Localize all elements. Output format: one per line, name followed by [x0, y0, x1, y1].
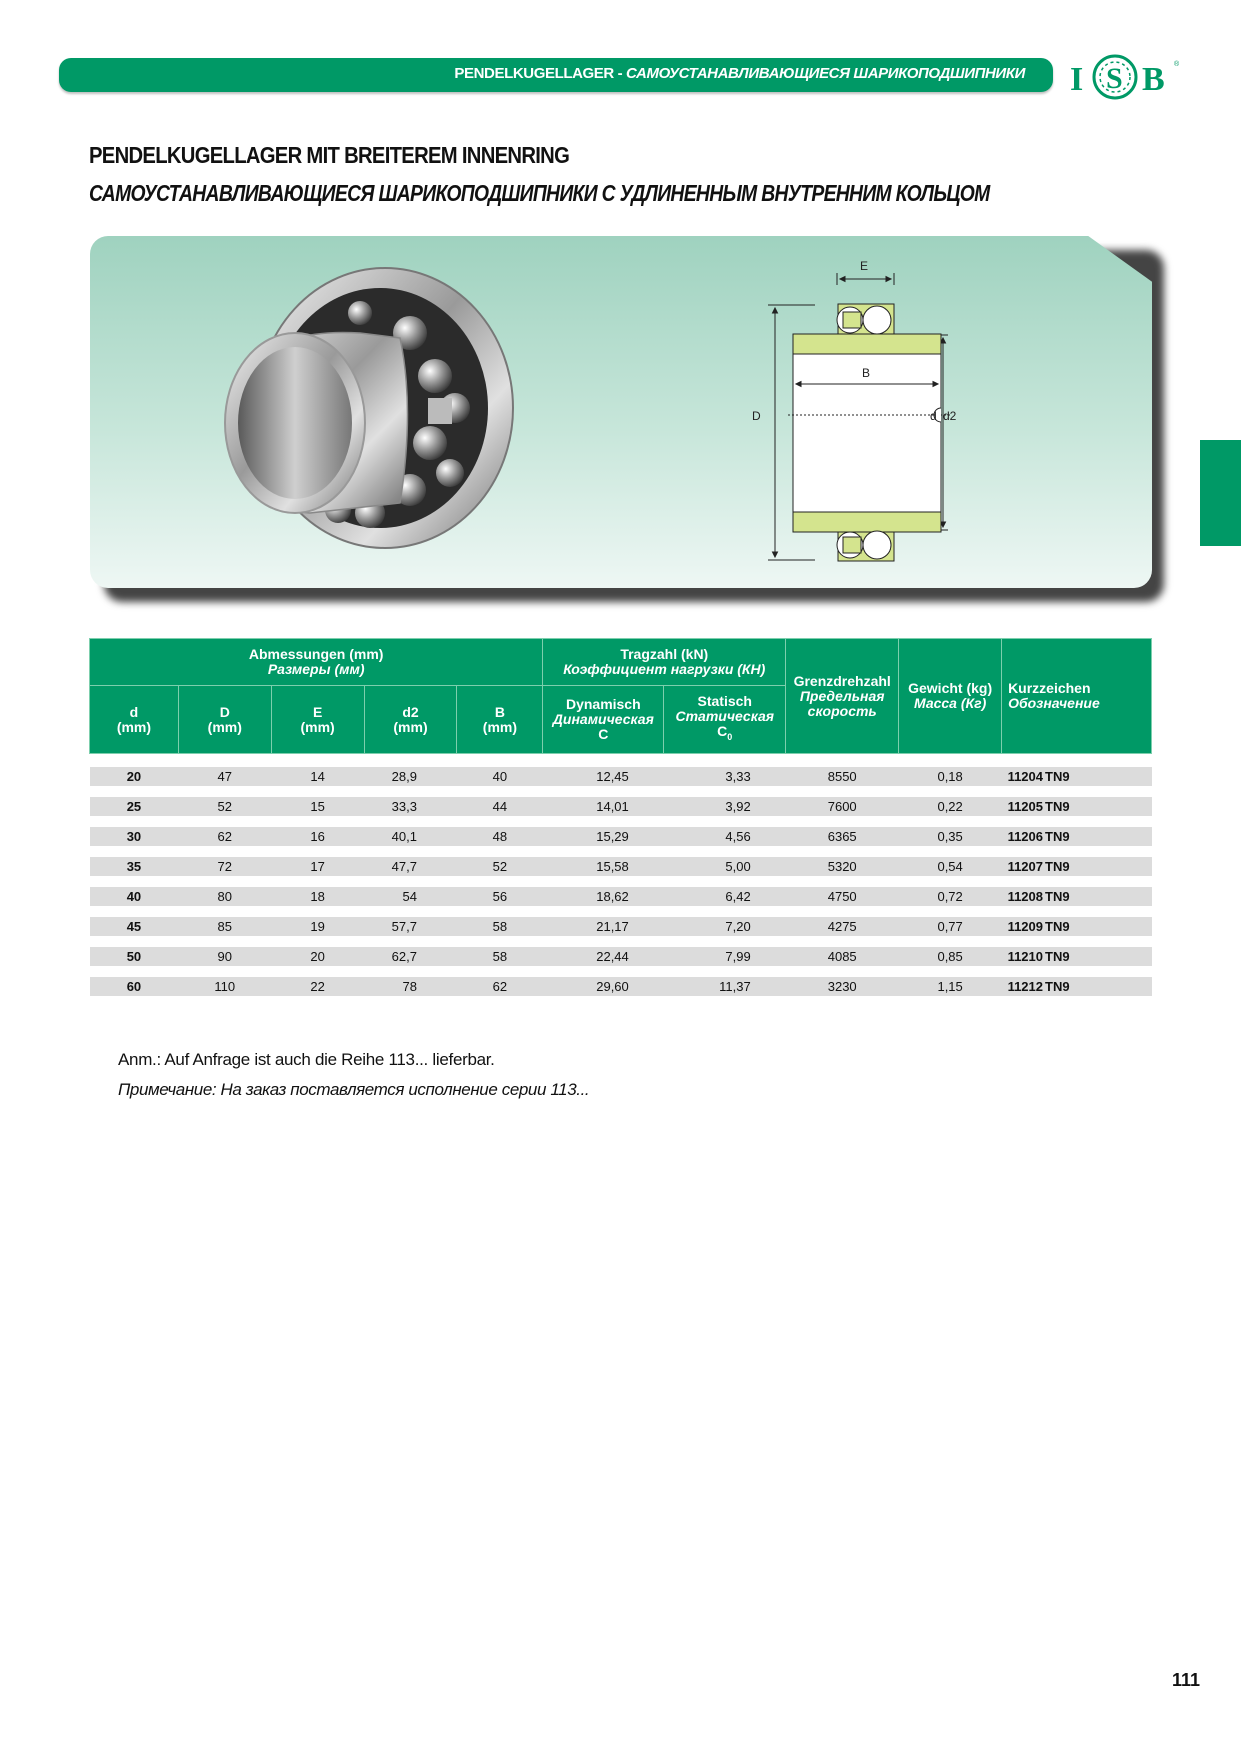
cell-designation: 11206 TN9 — [1002, 822, 1152, 852]
cell-d: 60 — [90, 972, 179, 1002]
cell-designation: 11209 TN9 — [1002, 912, 1152, 942]
logo-letter-i: I — [1070, 61, 1084, 98]
cell-B: 52 — [457, 852, 543, 882]
cell-D: 110 — [178, 972, 271, 1002]
chapter-tab — [1200, 440, 1241, 546]
cell-d: 45 — [90, 912, 179, 942]
table-row — [90, 822, 1152, 852]
cell-E: 15 — [271, 792, 364, 822]
cell-D: 80 — [178, 882, 271, 912]
cell-B: 40 — [457, 767, 543, 792]
logo-letter-s: S — [1106, 62, 1123, 95]
cell-d2: 62,7 — [364, 942, 457, 972]
table-row — [90, 792, 1152, 822]
cell-n: 8550 — [786, 767, 899, 792]
cell-designation: 11207 TN9 — [1002, 852, 1152, 882]
header-load-rating: Tragzahl (kN) Коэффициент нагрузки (КН) — [543, 639, 786, 686]
cell-kg: 0,72 — [899, 882, 1002, 912]
cell-n: 4750 — [786, 882, 899, 912]
table-row — [90, 912, 1152, 942]
cell-B: 58 — [457, 912, 543, 942]
cell-C: 15,29 — [543, 822, 664, 852]
cell-n: 5320 — [786, 852, 899, 882]
cell-kg: 0,35 — [899, 822, 1002, 852]
cell-C0: 7,20 — [664, 912, 786, 942]
cell-D: 62 — [178, 822, 271, 852]
cell-D: 47 — [178, 767, 271, 792]
cell-C0: 3,92 — [664, 792, 786, 822]
cell-d2: 40,1 — [364, 822, 457, 852]
cell-kg: 0,77 — [899, 912, 1002, 942]
cell-E: 14 — [271, 767, 364, 792]
cell-n: 6365 — [786, 822, 899, 852]
header-limiting-speed: Grenzdrehzahl Предельная скорость — [786, 639, 899, 754]
cell-C: 14,01 — [543, 792, 664, 822]
bearing-photo — [210, 258, 520, 558]
cell-d: 35 — [90, 852, 179, 882]
cell-E: 18 — [271, 882, 364, 912]
cell-C0: 5,00 — [664, 852, 786, 882]
note-de: Anm.: Auf Anfrage ist auch die Reihe 113... lieferbar. — [118, 1050, 495, 1069]
cell-d: 50 — [90, 942, 179, 972]
cell-n: 3230 — [786, 972, 899, 1002]
specification-table — [89, 638, 1152, 1007]
cell-D: 52 — [178, 792, 271, 822]
cell-D: 85 — [178, 912, 271, 942]
cell-kg: 1,15 — [899, 972, 1002, 1002]
cell-E: 16 — [271, 822, 364, 852]
page-title-ru: САМОУСТАНАВЛИВАЮЩИЕСЯ ШАРИКОПОДШИПНИКИ С УДЛИНЕННЫМ ВНУТРЕННИМ КОЛЬЦОМ — [89, 180, 990, 206]
bearing-cross-section-drawing — [740, 260, 1040, 570]
header-dimensions: Abmessungen (mm) Размеры (мм) — [90, 639, 543, 686]
cell-C: 18,62 — [543, 882, 664, 912]
inner-ring-bottom — [793, 512, 941, 532]
cell-D: 90 — [178, 942, 271, 972]
cell-kg: 0,22 — [899, 792, 1002, 822]
cell-d2: 57,7 — [364, 912, 457, 942]
cell-designation: 11205 TN9 — [1002, 792, 1152, 822]
label-B: B — [862, 366, 871, 380]
label-E: E — [860, 260, 869, 273]
header-col-E: E (mm) — [271, 686, 364, 754]
cell-C: 29,60 — [543, 972, 664, 1002]
cell-C: 12,45 — [543, 767, 664, 792]
page-title-de: PENDELKUGELLAGER MIT BREITEREM INNENRING — [89, 142, 570, 168]
header-col-D: D (mm) — [178, 686, 271, 754]
section-header-bar — [59, 58, 1053, 92]
cell-d2: 28,9 — [364, 767, 457, 792]
header-designation: Kurzzeichen Обозначение — [1002, 639, 1152, 754]
cell-C: 21,17 — [543, 912, 664, 942]
page-number: 111 — [1172, 1670, 1201, 1690]
label-D: D — [752, 409, 761, 423]
cell-d: 40 — [90, 882, 179, 912]
cell-d: 20 — [90, 767, 179, 792]
header-col-static: Statisch Статическая $C_0$ — [664, 686, 786, 754]
cell-designation: 11210 TN9 — [1002, 942, 1152, 972]
cell-n: 4085 — [786, 942, 899, 972]
section-header-title-de: PENDELKUGELLAGER - — [454, 65, 626, 82]
cell-C: 15,58 — [543, 852, 664, 882]
cell-D: 72 — [178, 852, 271, 882]
label-d2: d2 — [943, 409, 957, 423]
cell-kg: 0,85 — [899, 942, 1002, 972]
header-weight: Gewicht (kg) Масса (Кг) — [899, 639, 1002, 754]
section-header-title-ru: САМОУСТАНАВЛИВАЮЩИЕСЯ ШАРИКОПОДШИПНИКИ — [625, 65, 1025, 82]
bore — [238, 347, 352, 499]
cell-C0: 7,99 — [664, 942, 786, 972]
table-row — [90, 882, 1152, 912]
table-row — [90, 852, 1152, 882]
header-col-B: B (mm) — [457, 686, 543, 754]
header-col-d2: d2 (mm) — [364, 686, 457, 754]
cell-C0: 4,56 — [664, 822, 786, 852]
cell-B: 48 — [457, 822, 543, 852]
cell-d2: 78 — [364, 972, 457, 1002]
cell-E: 22 — [271, 972, 364, 1002]
cell-C0: 11,37 — [664, 972, 786, 1002]
cell-B: 56 — [457, 882, 543, 912]
cell-B: 58 — [457, 942, 543, 972]
cell-designation: 11204 TN9 — [1002, 767, 1152, 792]
inner-ring-top — [793, 334, 941, 354]
cell-designation: 11212 TN9 — [1002, 972, 1152, 1002]
cell-d: 30 — [90, 822, 179, 852]
logo-letter-b: B — [1142, 61, 1165, 98]
header-col-dynamic: Dynamisch Динамическая C — [543, 686, 664, 754]
cell-B: 44 — [457, 792, 543, 822]
cell-n: 7600 — [786, 792, 899, 822]
cell-d2: 47,7 — [364, 852, 457, 882]
cell-d: 25 — [90, 792, 179, 822]
table-row — [90, 972, 1152, 1002]
table-row — [90, 767, 1152, 792]
cell-d2: 33,3 — [364, 792, 457, 822]
header-col-d: d (mm) — [90, 686, 179, 754]
cell-B: 62 — [457, 972, 543, 1002]
cell-C0: 3,33 — [664, 767, 786, 792]
table-row — [90, 942, 1152, 972]
isb-logo — [1070, 52, 1190, 102]
cell-C: 22,44 — [543, 942, 664, 972]
cell-C0: 6,42 — [664, 882, 786, 912]
section-header-title — [454, 65, 1025, 82]
cell-kg: 0,54 — [899, 852, 1002, 882]
cell-kg: 0,18 — [899, 767, 1002, 792]
logo-registered: ® — [1174, 61, 1180, 68]
cell-E: 17 — [271, 852, 364, 882]
cell-d2: 54 — [364, 882, 457, 912]
cell-E: 20 — [271, 942, 364, 972]
label-d: d — [930, 409, 937, 423]
cell-designation: 11208 TN9 — [1002, 882, 1152, 912]
note-ru: Примечание: На заказ поставляется исполнение серии 113... — [118, 1080, 590, 1099]
cell-E: 19 — [271, 912, 364, 942]
cell-n: 4275 — [786, 912, 899, 942]
